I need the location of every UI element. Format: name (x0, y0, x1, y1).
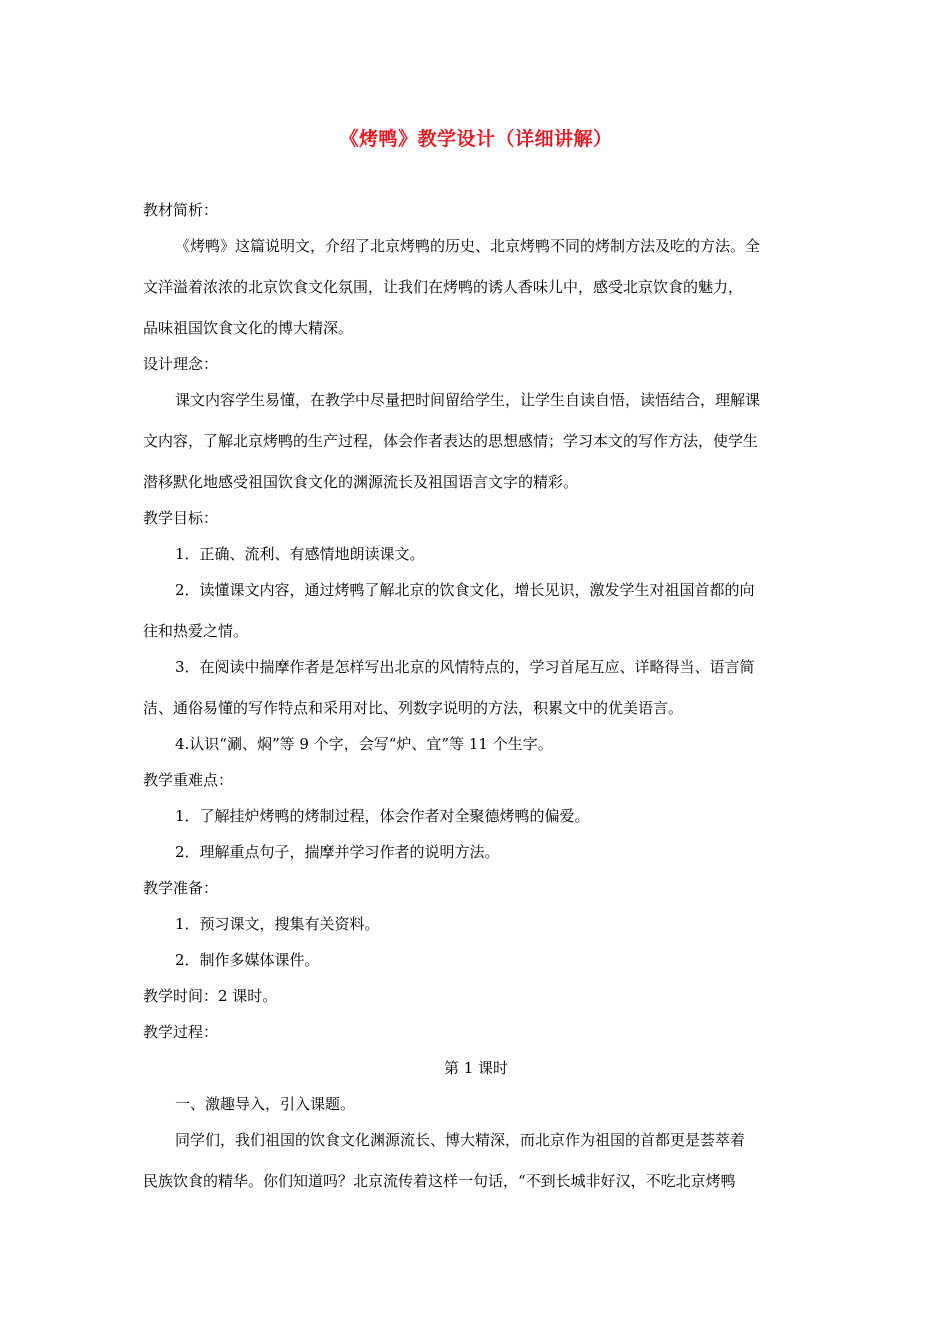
heading-teaching-process: 教学过程： (143, 1023, 219, 1041)
list-item: 1．预习课文，搜集有关资料。 (175, 915, 380, 933)
heading-key-points: 教学重难点： (143, 771, 234, 789)
section-heading: 一、激趣导入，引入课题。 (175, 1095, 356, 1113)
paragraph-line: 民族饮食的精华。你们知道吗？北京流传着这样一句话，“不到长城非好汉，不吃北京烤鸭 (143, 1172, 736, 1190)
list-item: 1．正确、流利、有感情地朗读课文。 (175, 545, 425, 563)
list-item: 2．读懂课文内容，通过烤鸭了解北京的饮食文化，增长见识，激发学生对祖国首都的向 (175, 581, 755, 599)
document-title: 《烤鸭》教学设计（详细讲解） (339, 128, 613, 150)
heading-design-concept: 设计理念： (143, 355, 219, 373)
list-item: 3．在阅读中揣摩作者是怎样写出北京的风情特点的，学习首尾互应、详略得当、语言简 (175, 658, 755, 676)
paragraph-line: 潜移默化地感受祖国饮食文化的渊源流长及祖国语言文字的精彩。 (143, 473, 579, 491)
list-item: 1．了解挂炉烤鸭的烤制过程，体会作者对全聚德烤鸭的偏爱。 (175, 807, 590, 825)
heading-teaching-time: 教学时间：2 课时。 (143, 987, 278, 1005)
paragraph-line: 同学们，我们祖国的饮食文化渊源流长、博大精深，而北京作为祖国的首都更是荟萃着 (175, 1131, 746, 1149)
paragraph-line: 洁、通俗易懂的写作特点和采用对比、列数字说明的方法，积累文中的优美语言。 (143, 699, 684, 717)
list-item: 2．制作多媒体课件。 (175, 951, 320, 969)
paragraph-line: 往和热爱之情。 (143, 622, 249, 640)
heading-preparation: 教学准备： (143, 879, 219, 897)
paragraph-line: 文内容，了解北京烤鸭的生产过程，体会作者表达的思想感情；学习本文的写作方法，使学生 (143, 432, 759, 450)
heading-material-analysis: 教材简析： (143, 201, 219, 219)
paragraph-line: 《烤鸭》这篇说明文，介绍了北京烤鸭的历史、北京烤鸭不同的烤制方法及吃的方法。全 (175, 237, 761, 255)
paragraph-line: 文洋溢着浓浓的北京饮食文化氛围，让我们在烤鸭的诱人香味儿中，感受北京饮食的魅力， (143, 278, 744, 296)
list-item: 4.认识“涮、焖”等 9 个字，会写“炉、宜”等 11 个生字。 (175, 735, 553, 753)
heading-teaching-goals: 教学目标： (143, 509, 219, 527)
list-item: 2．理解重点句子，揣摩并学习作者的说明方法。 (175, 843, 500, 861)
paragraph-line: 课文内容学生易懂，在教学中尽量把时间留给学生，让学生自读自悟，读悟结合，理解课 (175, 391, 761, 409)
lesson-heading: 第 1 课时 (443, 1059, 509, 1077)
paragraph-line: 品味祖国饮食文化的博大精深。 (143, 319, 354, 337)
